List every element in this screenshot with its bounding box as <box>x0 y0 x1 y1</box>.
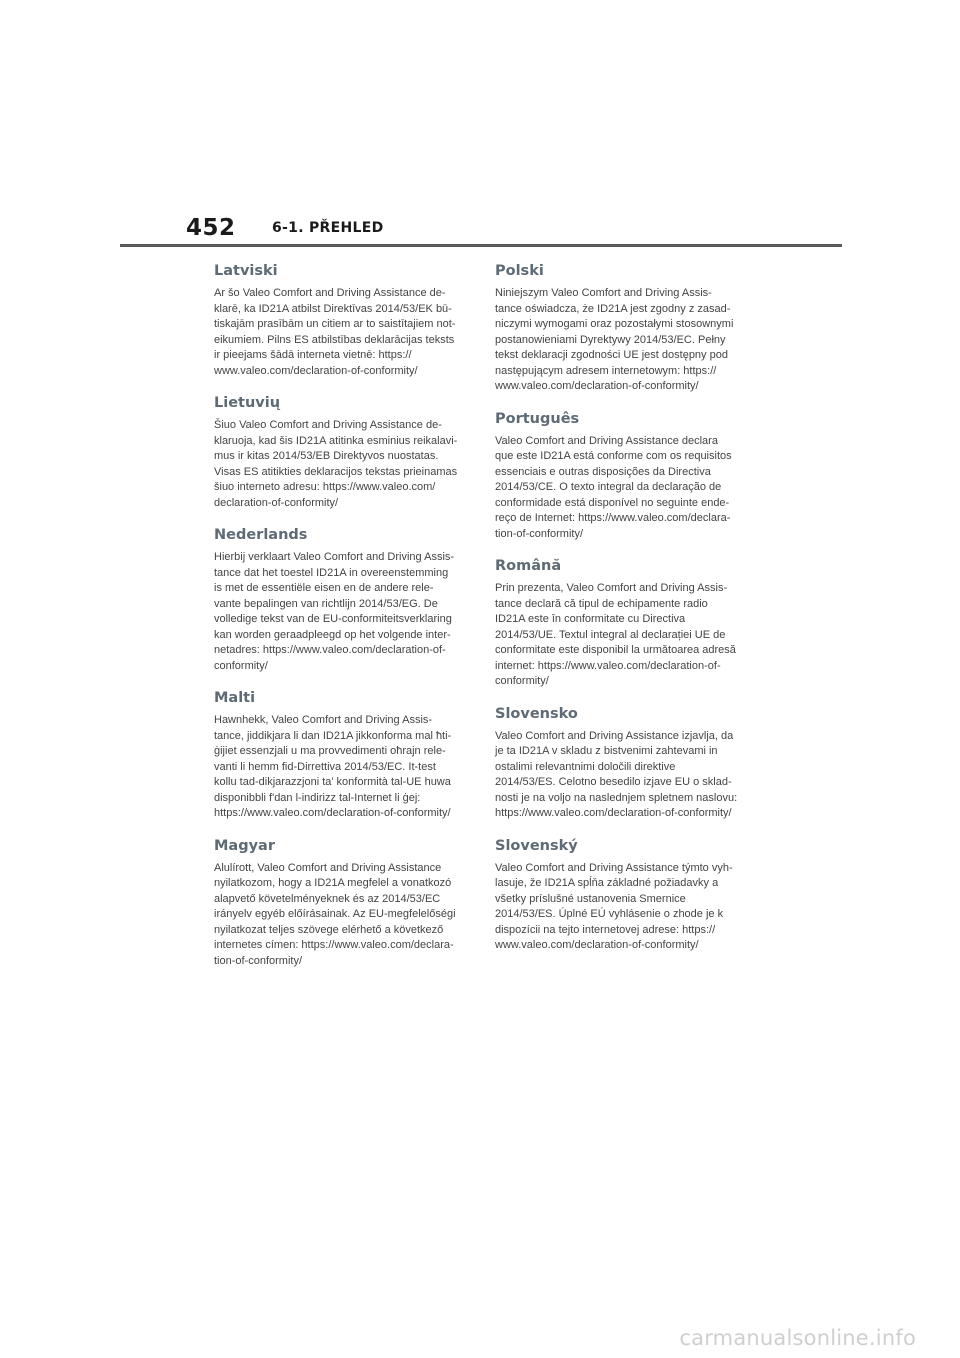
language-section <box>495 262 749 395</box>
text-line: Valeo Comfort and Driving Assistance declara <box>495 434 718 447</box>
section-title: Latviski <box>214 263 278 279</box>
text-line: tance, jiddikjara li dan ID21A jikkonforma mal ħti- <box>214 729 452 742</box>
text-line: ir pieejams šādā interneta vietnē: https:// <box>214 349 412 361</box>
text-line: Hierbij verklaart Valeo Comfort and Driving Assis- <box>214 551 455 563</box>
section-title: Română <box>495 558 562 574</box>
text-line: volledige tekst van de EU-conformiteitsverklaring <box>214 613 452 625</box>
text-line: tion-of-conformity/ <box>214 954 303 967</box>
text-line: netadres: https://www.valeo.com/declaration-of- <box>214 644 446 656</box>
text-line: www.valeo.com/declaration-of-conformity/ <box>495 939 699 951</box>
section-body <box>214 550 468 674</box>
text-line: Ar šo Valeo Comfort and Driving Assistance de- <box>214 287 446 299</box>
text-line: https://www.valeo.com/declaration-of-conformity/ <box>214 807 451 819</box>
text-line: alapvető követelményeknek és az 2014/53/EC <box>214 892 441 905</box>
section-title: Slovenský <box>495 837 578 854</box>
text-line: irányelv egyéb előírásainak. Az EU-megfelelőségi <box>214 908 456 920</box>
chapter-title: 6-1. PŘEHLED <box>272 220 384 236</box>
text-line: šiuo interneto adresu: https://www.valeo.com/ <box>214 481 436 493</box>
section-body <box>495 861 749 954</box>
language-section <box>495 557 749 690</box>
text-line: tekst deklaracji zgodności UE jest dostępny pod <box>495 349 728 361</box>
text-line: kan worden geraadpleegd op het volgende inter- <box>214 628 451 641</box>
section-title: Malti <box>214 690 256 706</box>
language-section <box>214 394 468 511</box>
section-body <box>214 418 468 511</box>
text-line: je ta ID21A v skladu z bistvenimi zahtevami in <box>495 745 718 757</box>
text-line: conformidade está disponível no seguinte ende- <box>495 496 730 509</box>
section-body <box>214 861 468 970</box>
text-line: essenciais e outras disposições da Directiva <box>495 465 711 478</box>
text-line: eikumiem. Pilns ES atbilstības deklarācijas teksts <box>214 333 455 346</box>
text-line: ostalimi relevantnimi določili direktive <box>495 760 676 773</box>
text-line: Hawnhekk, Valeo Comfort and Driving Assis- <box>214 714 433 726</box>
text-line: niczymi wymogami oraz pozostałymi stosownymi <box>495 318 734 330</box>
text-line: tance dat het toestel ID21A in overeenstemming <box>214 566 449 579</box>
section-body <box>214 713 468 822</box>
text-line: nyilatkozat teljes szövege elérhető a következő <box>214 923 444 936</box>
watermark-logo: carmanualsonline.info <box>679 1326 916 1350</box>
text-line: lasuje, že ID21A spĺňa základné požiadavky a <box>495 877 719 889</box>
language-section <box>214 689 468 822</box>
text-line: tance declară că tipul de echipamente radio <box>495 597 708 610</box>
text-line: tiskajām prasībām un citiem ar to saistītajiem not- <box>214 318 456 330</box>
text-line: Niniejszym Valeo Comfort and Driving Assis- <box>495 287 712 299</box>
text-line: https://www.valeo.com/declaration-of-conformity/ <box>495 807 732 819</box>
text-line: internetes címen: https://www.valeo.com/declara- <box>214 939 454 951</box>
text-line: nosti je na voljo na naslednjem spletnem naslovu: <box>495 791 738 804</box>
page-number: 452 <box>186 215 236 241</box>
section-body <box>495 286 749 395</box>
language-section <box>495 705 749 822</box>
section-title: Lietuvių <box>214 395 281 411</box>
text-line: tance oświadcza, że ID21A jest zgodny z zasad- <box>495 302 731 315</box>
text-line: ġijiet essenzjali u ma provvedimenti oħrajn rele- <box>214 745 446 757</box>
section-title: Polski <box>495 263 544 279</box>
text-line: www.valeo.com/declaration-of-conformity/ <box>495 380 699 392</box>
text-line: internet: https://www.valeo.com/declaration-of- <box>495 659 721 672</box>
text-line: vante bepalingen van richtlijn 2014/53/EG. De <box>214 597 438 610</box>
text-line: www.valeo.com/declaration-of-conformity/ <box>214 364 418 377</box>
text-line: Prin prezenta, Valeo Comfort and Driving Assis- <box>495 582 728 594</box>
text-line: Valeo Comfort and Driving Assistance týmto vyh- <box>495 861 733 874</box>
text-line: reço de Internet: https://www.valeo.com/declara- <box>495 512 731 524</box>
text-line: declaration-of-conformity/ <box>214 496 339 509</box>
text-line: conformitate este disponibil la următoarea adresă <box>495 644 736 656</box>
text-line: Šiuo Valeo Comfort and Driving Assistance de- <box>214 419 442 431</box>
text-line: postanowieniami Dyrektywy 2014/53/EC. Pełny <box>495 333 726 346</box>
text-line: następującym adresem internetowym: https:// <box>495 364 717 377</box>
language-section <box>495 410 749 543</box>
text-line: 2014/53/ES. Celotno besedilo izjave EU o sklad- <box>495 776 732 788</box>
language-section <box>214 526 468 674</box>
text-line: klarē, ka ID21A atbilst Direktīvas 2014/53/EK bū- <box>214 302 452 315</box>
left-column <box>214 262 468 984</box>
right-column <box>495 262 749 969</box>
text-line: que este ID21A está conforme com os requisitos <box>495 450 732 462</box>
text-line: Visas ES atitikties deklaracijos tekstas prieinamas <box>214 465 458 478</box>
text-line: všetky príslušné ustanovenia Smernice <box>495 892 686 905</box>
text-line: 2014/53/CE. O texto integral da declaração de <box>495 481 722 493</box>
language-section <box>495 837 749 954</box>
text-line: tion-of-conformity/ <box>495 527 584 540</box>
text-line: kollu tad-dikjarazzjoni ta' konformità tal-UE huwa <box>214 776 451 788</box>
text-line: 2014/53/ES. Úplné EÚ vyhlásenie o zhode je k <box>495 908 724 920</box>
text-line: ID21A este în conformitate cu Directiva <box>495 613 686 625</box>
section-title: Slovensko <box>495 705 578 722</box>
header-rule <box>120 244 842 247</box>
text-line: Valeo Comfort and Driving Assistance izjavlja, da <box>495 729 734 742</box>
text-line: vanti li hemm fid-Dirrettiva 2014/53/EC. It-test <box>214 760 436 773</box>
text-line: conformity/ <box>214 659 268 672</box>
text-line: Alulírott, Valeo Comfort and Driving Assistance <box>214 861 442 874</box>
section-title: Português <box>495 410 580 427</box>
section-title: Magyar <box>214 837 275 854</box>
page-header <box>120 210 842 248</box>
section-body <box>495 729 749 822</box>
text-line: is met de essentiële eisen en de andere rele- <box>214 582 434 594</box>
language-section <box>214 837 468 970</box>
language-section <box>214 262 468 379</box>
section-body <box>214 286 468 379</box>
text-line: klaruoja, kad šis ID21A atitinka esminius reikalavi- <box>214 434 458 447</box>
text-line: disponibbli f'dan l-indirizz tal-Internet li ġej: <box>214 791 421 804</box>
text-line: conformity/ <box>495 675 549 687</box>
section-title: Nederlands <box>214 527 308 543</box>
section-body <box>495 434 749 543</box>
text-line: 2014/53/UE. Textul integral al declarației UE de <box>495 628 726 641</box>
section-body <box>495 581 749 690</box>
text-line: dispozícii na tejto internetovej adrese: https:// <box>495 923 716 936</box>
text-line: nyilatkozom, hogy a ID21A megfelel a vonatkozó <box>214 877 452 889</box>
text-line: mus ir kitas 2014/53/EB Direktyvos nuostatas. <box>214 450 439 462</box>
